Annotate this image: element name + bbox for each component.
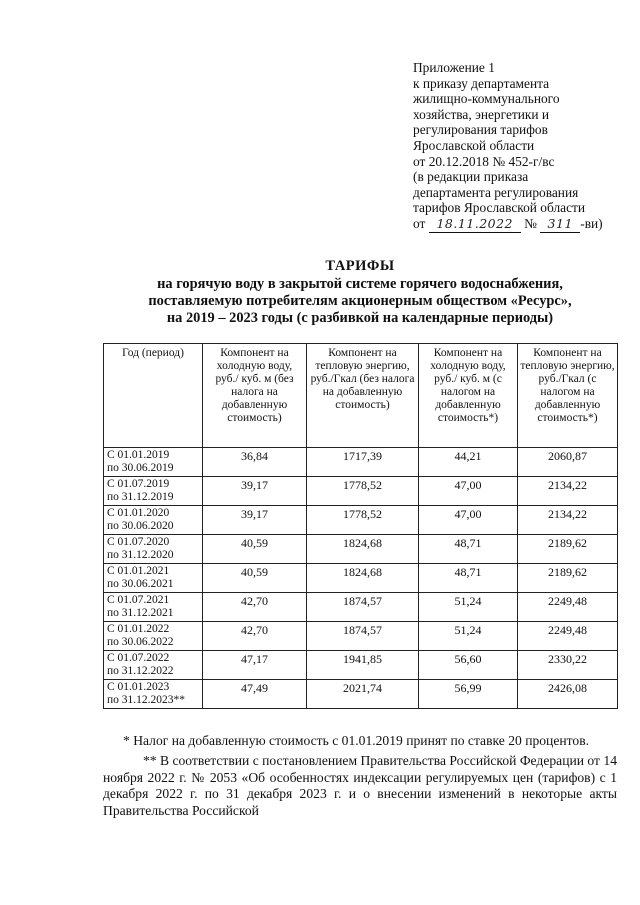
handwritten-number: 311 [540,216,580,233]
cold-water-vat-cell: 56,99 [419,680,518,709]
appendix-line: департамента регулирования [413,184,579,200]
period-to: по 31.12.2022 [107,664,174,677]
cold-water-vat-cell: 56,60 [419,651,518,680]
table-body [104,448,618,709]
period-from: С 01.07.2020 [107,536,170,548]
period-from: С 01.01.2023 [107,681,170,693]
heat-energy-cell: 2021,74 [307,680,419,709]
appendix-line: регулирования тарифов [413,122,548,138]
appendix-header [413,60,635,233]
appendix-line: Приложение 1 [413,60,495,75]
table-header-row [104,344,618,448]
heat-energy-cell: 1824,68 [307,535,419,564]
period-to: по 30.06.2020 [107,519,174,532]
heat-energy-vat-cell: 2249,48 [518,593,618,622]
appendix-line: хозяйства, энергетики и [413,106,550,122]
period-to: по 30.06.2022 [107,635,174,648]
heat-energy-cell: 1941,85 [307,651,419,680]
cold-water-cell: 36,84 [203,448,307,477]
period-cell [104,506,203,535]
appendix-amendment-line [413,216,635,233]
heat-energy-cell: 1717,39 [307,448,419,477]
title-line-2: поставляемую потребителям акционерным обществом «Ресурс», [148,293,572,309]
table-row [104,680,618,709]
period-to: по 31.12.2021 [107,606,174,619]
footnotes [103,733,617,819]
appendix-line: к приказу департамента [413,75,550,91]
heat-energy-vat-cell: 2060,87 [518,448,618,477]
heat-energy-cell: 1824,68 [307,564,419,593]
period-from: С 01.07.2022 [107,652,170,664]
cold-water-cell: 40,59 [203,564,307,593]
period-from: С 01.01.2019 [107,449,170,461]
title-line-3: на 2019 – 2023 годы (с разбивкой на календарные периоды) [166,310,554,326]
table-row [104,535,618,564]
period-from: С 01.07.2021 [107,594,170,606]
appendix-line: Ярославской области [413,137,535,153]
table-row [104,506,618,535]
heat-energy-vat-cell: 2249,48 [518,622,618,651]
header-cold-water: Компонент на холодную воду, руб./ куб. м (без налога на добавленную стоимость) [203,344,307,448]
cold-water-cell: 39,17 [203,506,307,535]
number-sign: № [524,215,537,231]
period-cell [104,680,203,709]
header-period: Год (период) [104,344,203,448]
table-row [104,622,618,651]
appendix-line: тарифов Ярославской области [413,200,586,216]
amendment-suffix: -ви) [580,215,603,231]
table-row [104,448,618,477]
table-row [104,477,618,506]
cold-water-vat-cell: 47,00 [419,477,518,506]
period-from: С 01.01.2022 [107,623,170,635]
period-to: по 31.12.2020 [107,548,174,561]
handwritten-date: 18.11.2022 [429,216,521,233]
heat-energy-cell: 1778,52 [307,477,419,506]
heat-energy-vat-cell: 2330,22 [518,651,618,680]
cold-water-vat-cell: 48,71 [419,535,518,564]
heat-energy-cell: 1778,52 [307,506,419,535]
heat-energy-vat-cell: 2134,22 [518,506,618,535]
period-from: С 01.01.2020 [107,507,170,519]
appendix-line: жилищно-коммунального [413,91,560,107]
period-cell [104,651,203,680]
header-heat-energy: Компонент на тепловую энергию, руб./Гкал (без налога на добавленную стоимость) [307,344,419,448]
cold-water-vat-cell: 51,24 [419,622,518,651]
cold-water-cell: 47,49 [203,680,307,709]
cold-water-vat-cell: 48,71 [419,564,518,593]
period-to: по 31.12.2023** [107,693,186,706]
period-to: по 31.12.2019 [107,490,174,503]
cold-water-vat-cell: 51,24 [419,593,518,622]
period-cell [104,564,203,593]
header-cold-water-vat: Компонент на холодную воду, руб./ куб. м (с налогом на добавленную стоимость*) [419,344,518,448]
appendix-line: (в редакции приказа [413,169,529,185]
appendix-line: от 20.12.2018 № 452-г/вс [413,153,555,169]
cold-water-cell: 39,17 [203,477,307,506]
period-cell [104,593,203,622]
period-cell [104,477,203,506]
period-cell [104,535,203,564]
heat-energy-vat-cell: 2189,62 [518,535,618,564]
table-row [104,564,618,593]
amendment-prefix: от [413,215,426,231]
header-heat-energy-vat: Компонент на тепловую энергию, руб./Гкал (с налогом на добавленную стоимость*) [518,344,618,448]
heat-energy-vat-cell: 2134,22 [518,477,618,506]
cold-water-vat-cell: 47,00 [419,506,518,535]
heat-energy-cell: 1874,57 [307,622,419,651]
period-to: по 30.06.2021 [107,577,174,590]
period-to: по 30.06.2019 [107,461,174,474]
period-from: С 01.01.2021 [107,565,170,577]
heat-energy-cell: 1874,57 [307,593,419,622]
cold-water-cell: 42,70 [203,593,307,622]
footnote-vat: * Налог на добавленную стоимость с 01.01.2019 принят по ставке 20 процентов. [123,733,590,748]
heat-energy-vat-cell: 2189,62 [518,564,618,593]
tariff-table [103,343,618,709]
title-heading: ТАРИФЫ [325,258,395,274]
cold-water-vat-cell: 44,21 [419,448,518,477]
title-line-1: на горячую воду в закрытой системе горячего водоснабжения, [157,276,563,292]
period-cell [104,622,203,651]
period-cell [104,448,203,477]
document-title [100,258,620,327]
cold-water-cell: 47,17 [203,651,307,680]
heat-energy-vat-cell: 2426,08 [518,680,618,709]
cold-water-cell: 42,70 [203,622,307,651]
footnote-resolution: ** В соответствии с постановлением Правительства Российской Федерации от 14 ноября 2022 г. № 2053 «Об особенностях индексации регулируемых цен (тарифов) с 1 декабря 2022 г. по 31 декабря 2023 г. и о внесении изменений в некоторые акты Правительства Российской [103,753,617,818]
table-row [104,593,618,622]
period-from: С 01.07.2019 [107,478,170,490]
table-row [104,651,618,680]
cold-water-cell: 40,59 [203,535,307,564]
